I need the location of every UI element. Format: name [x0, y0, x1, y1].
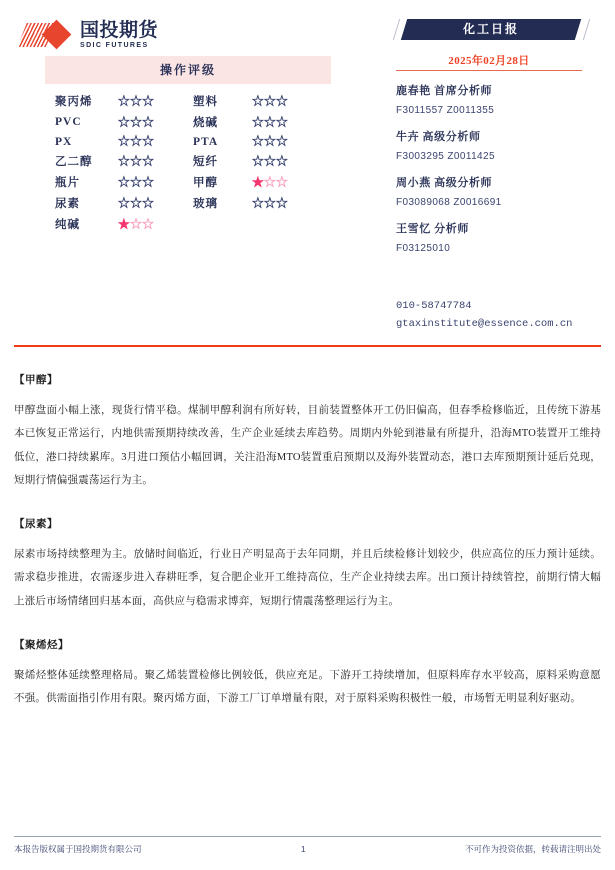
- rating-stars-left: [118, 94, 154, 108]
- rating-stars-left: [118, 217, 154, 231]
- section-body: 聚烯烃整体延续整理格局。聚乙烯装置检修比例较低，供应充足。下游开工持续增加，但原料库存水平较高，原料采购意愿不强。供需面指引作用有限。聚丙烯方面，下游工厂订单增量有限，对于原料采购积极性一般，市场暂无明显利好驱动。: [14, 670, 601, 705]
- contact-block: [396, 300, 606, 336]
- rating-stars-left: [118, 175, 154, 189]
- star-empty: ☆: [263, 134, 276, 148]
- rating-stars-right: [252, 175, 288, 189]
- rating-name-right: 烧碱: [193, 117, 218, 129]
- rating-stars-left: [118, 115, 154, 129]
- star-empty: ☆: [263, 174, 276, 189]
- star-empty: ☆: [251, 153, 264, 168]
- star-empty: ☆: [129, 153, 142, 168]
- star-empty: ☆: [141, 93, 154, 108]
- analyst-license-code: F03125010: [396, 243, 451, 254]
- star-empty: ☆: [129, 174, 142, 189]
- rating-stars-left-cell: [118, 93, 191, 114]
- rating-stars-left: [118, 154, 154, 168]
- rating-stars-left: [118, 134, 154, 148]
- analyst-license-code: F3011557 Z0011355: [396, 105, 495, 116]
- star-empty: ☆: [129, 134, 142, 148]
- footer-disclaimer: 不可作为投资依据，转载请注明出处: [464, 844, 601, 854]
- star-filled: ★: [251, 174, 264, 189]
- star-empty: ☆: [141, 174, 154, 189]
- star-empty: ☆: [117, 114, 130, 129]
- star-empty: ☆: [275, 174, 288, 189]
- star-empty: ☆: [117, 134, 130, 148]
- rating-stars-right-cell: [252, 174, 325, 195]
- rating-stars-right: [252, 154, 288, 168]
- analyst-license-code: F03089068 Z0016691: [396, 197, 502, 208]
- star-empty: ☆: [129, 114, 142, 129]
- rating-stars-right: [252, 134, 288, 148]
- analyst-entry: [396, 220, 596, 254]
- analyst-entry: [396, 174, 596, 208]
- star-filled: ★: [117, 216, 130, 231]
- rating-stars-right-cell: [252, 135, 325, 153]
- rating-name-right: 玻璃: [193, 198, 218, 210]
- rating-name-right: 甲醇: [193, 177, 218, 189]
- footer-divider: [14, 836, 601, 837]
- rating-stars-left-cell: [118, 174, 191, 195]
- report-footer: [14, 843, 601, 855]
- header-divider: [14, 345, 601, 347]
- section-body: 尿素市场持续整理为主。放储时间临近，行业日产明显高于去年同期，并且后续检修计划较少，供应高位的压力预计延续。需求稳步推进，农需逐步进入春耕旺季，复合肥企业开工维持高位，生产企业持续去库。出口预计持续管控，前期行情大幅上涨后市场情绪回归基本面，高供应与稳需求博弈，短期行情震荡整理运行为主。: [14, 549, 601, 607]
- badge-tick-left: [393, 19, 400, 40]
- rating-name-left: PX: [55, 135, 73, 148]
- rating-name-right: 短纤: [193, 156, 218, 168]
- logo-mark-icon: [22, 20, 74, 50]
- section-title: 【尿素】: [14, 519, 58, 531]
- analyst-entry: [396, 82, 596, 116]
- star-empty: ☆: [275, 114, 288, 129]
- rating-panel-title: 操作评级: [45, 56, 331, 84]
- rating-name-left: 尿素: [55, 198, 80, 210]
- badge-tick-right: [583, 19, 590, 40]
- rating-panel: [45, 56, 331, 237]
- rating-name-right: [191, 216, 252, 237]
- analyst-license-code: F3003295 Z0011425: [396, 151, 495, 162]
- rating-stars-right-cell: [252, 114, 325, 135]
- star-empty: ☆: [263, 93, 276, 108]
- contact-email[interactable]: gtaxinstitute@essence.com.cn: [396, 318, 573, 330]
- table-row: [55, 153, 325, 174]
- contact-phone: 010-58747784: [396, 300, 472, 312]
- section-title: 【聚烯烃】: [14, 640, 69, 652]
- table-row: [55, 93, 325, 114]
- star-empty: ☆: [263, 114, 276, 129]
- rating-stars-left-cell: [118, 135, 191, 153]
- star-empty: ☆: [251, 195, 264, 210]
- section-title: 【甲醇】: [14, 375, 58, 386]
- rating-name-left: 聚丙烯: [55, 96, 93, 108]
- rating-stars-left: [118, 196, 154, 210]
- star-empty: ☆: [251, 134, 264, 148]
- star-empty: ☆: [141, 134, 154, 148]
- table-row: [55, 195, 325, 216]
- company-logo: [22, 18, 158, 52]
- rating-table: [55, 93, 325, 237]
- star-empty: ☆: [117, 174, 130, 189]
- table-row: [55, 114, 325, 135]
- rating-stars-left-cell: [118, 153, 191, 174]
- logo-name-en: SDIC FUTURES: [80, 42, 149, 49]
- analyst-name: 鹿春艳 首席分析师: [396, 85, 493, 97]
- star-empty: ☆: [129, 216, 142, 231]
- rating-stars-right: [252, 115, 288, 129]
- star-empty: ☆: [263, 153, 276, 168]
- report-section: [14, 637, 601, 711]
- date-underline: [396, 70, 582, 71]
- star-empty: ☆: [129, 93, 142, 108]
- rating-stars-right: [252, 196, 288, 210]
- rating-stars-left-cell: [118, 195, 191, 216]
- star-empty: ☆: [251, 114, 264, 129]
- star-empty: ☆: [141, 216, 154, 231]
- star-empty: ☆: [141, 114, 154, 129]
- table-row: [55, 216, 325, 237]
- report-header: [0, 0, 615, 345]
- rating-name-left: 乙二醇: [55, 156, 93, 168]
- report-section: [14, 516, 601, 613]
- table-row: [55, 174, 325, 195]
- star-empty: ☆: [117, 153, 130, 168]
- star-empty: ☆: [251, 93, 264, 108]
- analyst-name: 牛卉 高级分析师: [396, 131, 481, 143]
- table-row: [55, 135, 325, 153]
- rating-stars-right-cell: [252, 216, 325, 237]
- rating-stars-left-cell: [118, 114, 191, 135]
- footer-page-number: 1: [300, 844, 306, 854]
- report-section: [14, 372, 601, 492]
- rating-stars-right: [252, 94, 288, 108]
- rating-name-right: 塑料: [193, 96, 218, 108]
- analyst-name: 周小燕 高级分析师: [396, 177, 493, 189]
- star-empty: ☆: [129, 195, 142, 210]
- rating-name-left: PVC: [55, 116, 82, 128]
- logo-text: [80, 21, 158, 49]
- star-empty: ☆: [263, 195, 276, 210]
- report-date: 2025年02月28日: [448, 55, 530, 67]
- star-empty: ☆: [275, 134, 288, 148]
- star-empty: ☆: [141, 195, 154, 210]
- report-title: 化工日报: [462, 22, 519, 36]
- analyst-entry: [396, 128, 596, 162]
- rating-name-left: 纯碱: [55, 219, 80, 231]
- rating-stars-right-cell: [252, 93, 325, 114]
- analyst-name: 王雪忆 分析师: [396, 223, 469, 235]
- footer-copyright: 本报告版权属于国投期货有限公司: [14, 844, 142, 854]
- report-body: [14, 372, 601, 735]
- rating-stars-left-cell: [118, 216, 191, 237]
- star-empty: ☆: [275, 153, 288, 168]
- section-body: 甲醇盘面小幅上涨，现货行情平稳。煤制甲醇利润有所好转，目前装置整体开工仍旧偏高，但春季检修临近，且传统下游基本已恢复正常运行，内地供需预期持续改善，生产企业延续去库趋势。周期内外轮到港量有所提升，沿海MTO装置开工维持低位，港口持续累库。3月进口预估小幅回调，关注沿海MTO装置重启预期以及海外装置动态，港口去库预期预计延后兑现，短期行情偏强震荡运行为主。: [14, 405, 601, 486]
- star-empty: ☆: [117, 93, 130, 108]
- rating-stars-right-cell: [252, 195, 325, 216]
- rating-name-right: PTA: [193, 135, 219, 148]
- star-empty: ☆: [275, 195, 288, 210]
- star-empty: ☆: [141, 153, 154, 168]
- rating-stars-right-cell: [252, 153, 325, 174]
- star-empty: ☆: [117, 195, 130, 210]
- analyst-list: [396, 82, 596, 266]
- star-empty: ☆: [275, 93, 288, 108]
- rating-name-left: 瓶片: [55, 177, 80, 189]
- logo-name-cn: 国投期货: [80, 20, 159, 41]
